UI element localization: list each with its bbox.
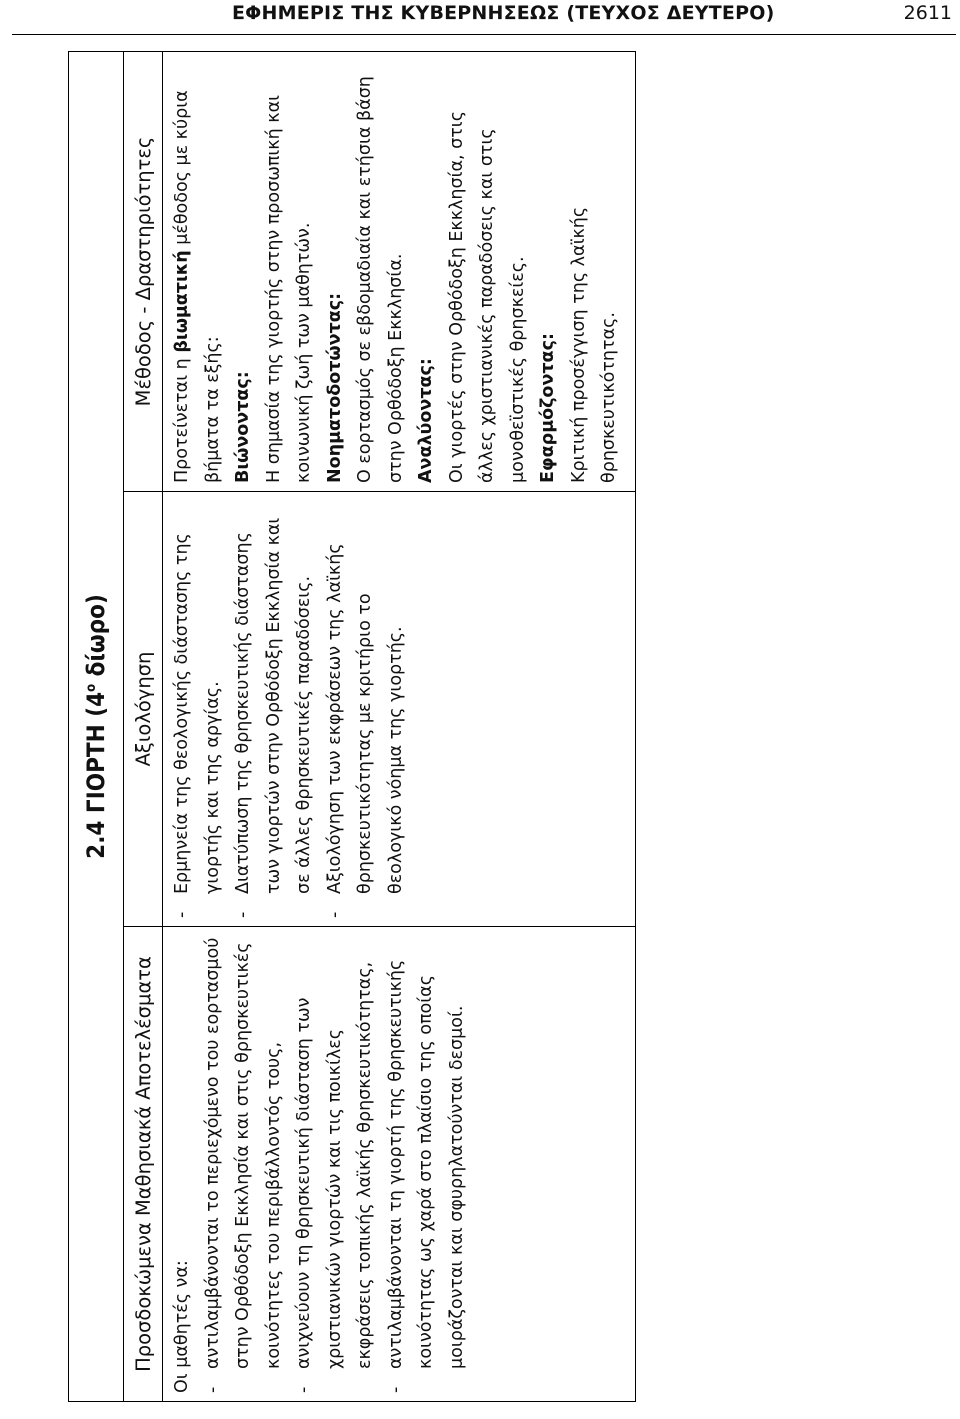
list-item: - Αξιολόγηση των εκφράσεων της λαϊκής θρησκευτικότητας με κριτήριο το θεολογικό νόημα της γιορτής. bbox=[320, 500, 412, 918]
outcomes-cell bbox=[163, 927, 636, 1402]
method-cell bbox=[163, 51, 636, 491]
list-item: - Ερμηνεία της θεολογικής διάστασης της γιορτής και της αργίας. bbox=[167, 500, 228, 918]
page-header bbox=[0, 0, 960, 40]
method-name: βιωματική bbox=[172, 250, 192, 353]
assessment-cell bbox=[163, 492, 636, 927]
outcome-text: ανιχνεύουν τη θρησκευτική διάσταση των χριστιανικών γιορτών και τις ποικίλες εκφράσεις τοπικής λαϊκής θρησκευτικότητας, bbox=[294, 961, 375, 1369]
outcome-text: αντιλαμβάνονται το περιεχόμενο του εορτασμού στην Ορθόδοξη Εκκλησία και στις θρησκευτικές κοινότητες του περιβάλλοντός τους, bbox=[202, 937, 284, 1369]
list-item: - ανιχνεύουν τη θρησκευτική διάσταση των χριστιανικών γιορτών και τις ποικίλες εκφράσεις τοπικής λαϊκής θρησκευτικότητας, bbox=[289, 935, 381, 1393]
gazette-title: ΕΦΗΜΕΡΙΣ ΤΗΣ ΚΥΒΕΡΝΗΣΕΩΣ (ΤΕΥΧΟΣ ΔΕΥΤΕΡΟ) bbox=[232, 2, 775, 24]
method-step-text: Οι γιορτές στην Ορθόδοξη Εκκλησία, στις άλλες χριστιανικές παραδόσεις και στις μονοθεϊστικές θρησκείες. bbox=[446, 111, 528, 483]
page-number: 2611 bbox=[903, 2, 952, 24]
method-step-label: Βιώνοντας: bbox=[233, 371, 253, 483]
curriculum-table bbox=[68, 51, 636, 1402]
assessment-text: Διατύπωση της θρησκευτικής διάστασης των γιορτών στην Ορθόδοξη Εκκλησία και σε άλλες θρησκευτικές παραδόσεις. bbox=[233, 517, 314, 894]
assessment-text: Αξιολόγηση των εκφράσεων της λαϊκής θρησκευτικότητας με κριτήριο το θεολογικό νόημα της γιορτής. bbox=[324, 543, 406, 894]
list-item: - αντιλαμβάνονται το περιεχόμενο του εορτασμού στην Ορθόδοξη Εκκλησία και στις θρησκευτικές κοινότητες του περιβάλλοντός τους, bbox=[198, 935, 290, 1393]
method-step-text: Κριτική προσέγγιση της λαϊκής θρησκευτικότητας. bbox=[568, 206, 619, 483]
method-step-text: Ο εορτασμός σε εβδομαδιαία και ετήσια βάση στην Ορθόδοξη Εκκλησία. bbox=[355, 76, 406, 483]
method-step-label: Εφαρμόζοντας: bbox=[538, 333, 558, 483]
curriculum-table-rotated bbox=[68, 52, 619, 1402]
list-item: - αντιλαμβάνονται τη γιορτή της θρησκευτικής κοινότητας ως χαρά στο πλαίσιο της οποίας μοιράζονται και σφυρηλατούνται δεσμοί. bbox=[381, 935, 473, 1393]
column-header-assessment: Αξιολόγηση bbox=[124, 492, 163, 927]
method-step-label: Νοηματοδοτώντας: bbox=[324, 292, 345, 483]
table-title: 2.4 ΓΙΟΡΤΗ ($4^o$ δίωρο) bbox=[69, 51, 124, 1401]
header-divider bbox=[12, 34, 956, 35]
method-step-label: Αναλύοντας: bbox=[416, 358, 436, 483]
column-header-outcomes: Προσδοκώμενα Μαθησιακά Αποτελέσματα bbox=[124, 927, 163, 1402]
list-item: - Διατύπωση της θρησκευτικής διάστασης των γιορτών στην Ορθόδοξη Εκκλησία και σε άλλες θρησκευτικές παραδόσεις. bbox=[228, 500, 320, 918]
outcome-text: αντιλαμβάνονται τη γιορτή της θρησκευτικής κοινότητας ως χαρά στο πλαίσιο της οποίας μοιράζονται και σφυρηλατούνται δεσμοί. bbox=[385, 959, 467, 1369]
assessment-text: Ερμηνεία της θεολογικής διάστασης της γιορτής και της αργίας. bbox=[172, 533, 223, 894]
outcomes-intro: Οι μαθητές να: bbox=[172, 1260, 192, 1393]
column-header-method: Μέθοδος - Δραστηριότητες bbox=[124, 51, 163, 491]
method-step-text: Η σημασία της γιορτής στην προσωπική και κοινωνική ζωή των μαθητών. bbox=[263, 94, 314, 483]
method-intro: Προτείνεται η βιωματική μέθοδος με κύρια βήματα τα εξής: bbox=[172, 90, 223, 483]
